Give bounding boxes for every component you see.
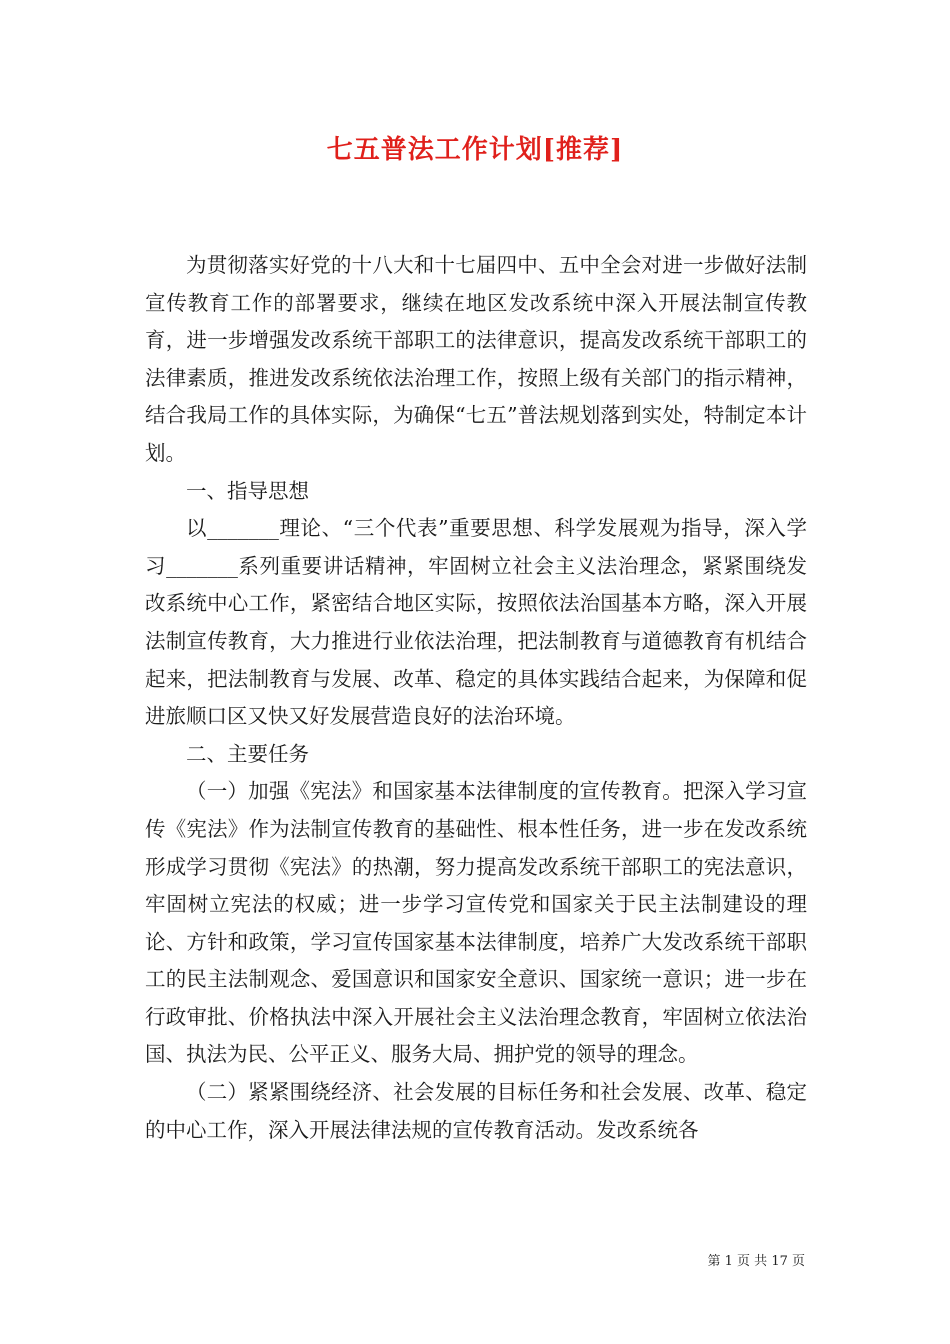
task-two-paragraph: （二）紧紧围绕经济、社会发展的目标任务和社会发展、改革、稳定的中心工作，深入开展法律法规的宣传教育活动。发改系统各 [145, 1080, 807, 1142]
task-one-paragraph: （一）加强《宪法》和国家基本法律制度的宣传教育。把深入学习宣传《宪法》作为法制宣传教育的基础性、根本性任务，进一步在发改系统形成学习贯彻《宪法》的热潮，努力提高发改系统干部职工的宪法意识，牢固树立宪法的权威；进一步学习宣传党和国家关于民主法制建设的理论、方针和政策，学习宣传国家基本法律制度，培养广大发改系统干部职工的民主法制观念、爱国意识和国家安全意识、国家统一意识；进一步在行政审批、价格执法中深入开展社会主义法治理念教育，牢固树立依法治国、执法为民、公平正义、服务大局、拥护党的领导的理念。 [145, 779, 807, 1067]
document-body [145, 247, 807, 1149]
section-heading-main-tasks: 二、主要任务 [186, 741, 309, 766]
guiding-ideology-paragraph: 以_______理论、“三个代表”重要思想、科学发展观为指导，深入学习_______系列重要讲话精神，牢固树立社会主义法治理念，紧紧围绕发改系统中心工作，紧密结合地区实际，按照依法治国基本方略，深入开展法制宣传教育，大力推进行业依法治理，把法制教育与道德教育有机结合起来，把法制教育与发展、改革、稳定的具体实践结合起来，为保障和促进旅顺口区又快又好发展营造良好的法治环境。 [145, 516, 807, 729]
intro-paragraph: 为贯彻落实好党的十八大和十七届四中、五中全会对进一步做好法制宣传教育工作的部署要求，继续在地区发改系统中深入开展法制宣传教育，进一步增强发改系统干部职工的法律意识，提高发改系统干部职工的法律素质，推进发改系统依法治理工作，按照上级有关部门的指示精神，结合我局工作的具体实际，为确保“七五”普法规划落到实处，特制定本计划。 [145, 253, 807, 465]
page-number-footer: 第 1 页 共 17 页 [707, 1254, 805, 1269]
document-title: 七五普法工作计划[推荐] [326, 135, 624, 165]
section-heading-guiding-ideology: 一、指导思想 [186, 478, 309, 503]
